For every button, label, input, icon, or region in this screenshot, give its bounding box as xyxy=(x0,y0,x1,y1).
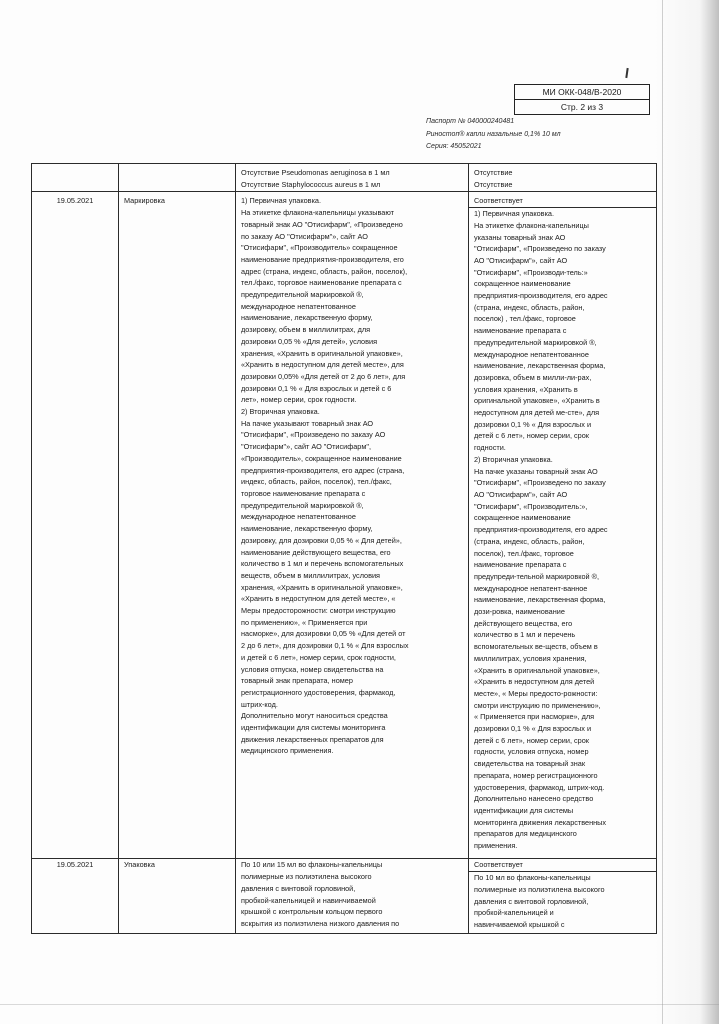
pen-mark xyxy=(625,68,628,78)
document-code: МИ ОКК-048/В-2020 xyxy=(542,87,622,97)
requirement-cell: Отсутствие Pseudomonas aeruginosa в 1 мл Отсутствие Staphylococcus aureus в 1 мл xyxy=(236,164,469,192)
series-number: Серия: 45052021 xyxy=(426,143,482,150)
test-results-table xyxy=(31,163,657,934)
table-row xyxy=(32,192,657,859)
date-cell xyxy=(32,164,119,192)
result-cell xyxy=(469,192,657,859)
date-cell: 19.05.2021 xyxy=(32,859,119,934)
requirement-cell: По 10 или 15 мл во флаконы-капельницы полимерные из полиэтилена высокого давления с винтовой горловиной, пробкой-капельницей и навинчиваемой крышкой с контрольным кольцом первого вскрытия из полиэтилена низкого давления по xyxy=(236,859,469,934)
section-cell: Упаковка xyxy=(119,859,236,934)
document-code-box xyxy=(514,84,650,115)
date-cell: 19.05.2021 xyxy=(32,192,119,859)
result-details: 1) Первичная упаковка. На этикетке флакона-капельницы указаны товарный знак АО "Отисифарм", «Произведено по заказу АО "Отисифарм"», сайт АО "Отисифарм", «Производи-тель:» сокращенное наименование предприятия-производителя, его адрес (страна, индекс, область, район, поселок) , тел./факс, торговое наименование препарата с предупредительной маркировкой ®, международное непатентованное наименование, лекарственная форма, дозировка, объем в милли-ли-рах, условия хранения, «Хранить в оригинальной упаковке», «Хранить в недоступном для детей ме-сте», для дозировки 0,1 % « Для взрослых и детей с 6 лет», номер серии, срок годности. 2) Вторичная упаковка. На пачке указаны товарный знак АО "Отисифарм", «Произведено по заказу АО "Отисифарм"», сайт АО "Отисифарм", «Производитель:», сокращенное наименование предприятия-производителя, его адрес (страна, индекс, область, район, поселок), тел./факс, торговое наименование препарата с предупреди-тельной маркировкой ®, международное непатент-ванное наименование, лекарственная форма, дози-ровка, наименование действующего вещества, его количество в 1 мл и перечень вспомогательных ве-ществ, объем в миллилитрах, условия хранения, «Хранить в оригинальной упаковке», «Хранить в недоступном для детей месте», « Меры предосто-рожности: смотри инструкцию по применению», « Применяется при насморке», для дозировки 0,1 % « Для взрослых и детей с 6 лет», номер серии, срок годности, условия отпуска, номер свидетельства на товарный знак препарата, номер регистрационного удостоверения, фармакод, штрих-код. Дополнительно нанесено средство идентификации для системы мониторинга движения лекарственных препаратов для медицинского применения. xyxy=(474,209,608,851)
result-cell xyxy=(469,859,657,934)
table-row xyxy=(32,164,657,192)
scan-shadow xyxy=(655,0,719,1024)
passport-number: Паспорт № 040000240481 xyxy=(426,118,515,125)
section-cell xyxy=(119,164,236,192)
result-status: Соответствует xyxy=(474,196,523,206)
result-details: По 10 мл во флаконы-капельницы полимерные из полиэтилена высокого давления с винтовой горловиной, пробкой-капельницей и навинчиваемой крышкой с xyxy=(474,873,605,929)
requirement-cell: 1) Первичная упаковка. На этикетке флакона-капельницы указывают товарный знак АО "Отисифарм", «Произведено по заказу АО "Отисифарм"», сайт АО "Отисифарм", «Производитель» сокращенное наименование предприятия-производителя, его адрес (страна, индекс, область, район, поселок), тел./факс, торговое наименование препарата с предупредительной маркировкой ®, международное непатентованное наименование, лекарственную форму, дозировку, объем в миллилитрах, для дозировки 0,05 % «Для детей», условия хранения, «Хранить в оригинальной упаковке», «Хранить в недоступном для детей месте», для дозировки 0,05% «Для детей от 2 до 6 лет», для дозировки 0,1 % « Для взрослых и детей с 6 лет», номер серии, срок годности. 2) Вторичная упаковка. На пачке указывают товарный знак АО "Отисифарм", «Произведено по заказу АО "Отисифарм"», сайт АО "Отисифарм", «Производитель», сокращенное наименование предприятия-производителя, его адрес (страна, индекс, область, район, поселок), тел./факс, торговое наименование препарата с предупредительной маркировкой ®, международное непатентованное наименование, лекарственную форму, дозировку, для дозировки 0,05 % « Для детей», наименование действующего вещества, его количество в 1 мл и перечень вспомогательных веществ, объем в миллилитрах, условия хранения, «Хранить в оригинальной упаковке», «Хранить в недоступном для детей месте», « Меры предосторожности: смотри инструкцию по применению», « Применяется при насморке», для дозировки 0,05 % «Для детей от 2 до 6 лет», для дозировки 0,1 % « Для взрослых и детей с 6 лет», номер серии, срок годности, условия отпуска, номер свидетельства на товарный знак препарата, номер регистрационного удостоверения, фармакод, штрих-код. Дополнительно могут наноситься средства идентификации для системы мониторинга движения лекарственных препаратов для медицинского применения. xyxy=(236,192,469,859)
passport-info xyxy=(426,116,561,154)
page-number: Стр. 2 из 3 xyxy=(515,99,649,114)
result-cell: Отсутствие Отсутствие xyxy=(469,164,657,192)
section-cell: Маркировка xyxy=(119,192,236,859)
result-status: Соответствует xyxy=(474,860,523,870)
table-row xyxy=(32,859,657,934)
scan-edge-line xyxy=(662,0,663,1024)
scan-edge-line-bottom xyxy=(0,1004,719,1005)
product-name: Риностоп® капли назальные 0,1% 10 мл xyxy=(426,130,561,138)
